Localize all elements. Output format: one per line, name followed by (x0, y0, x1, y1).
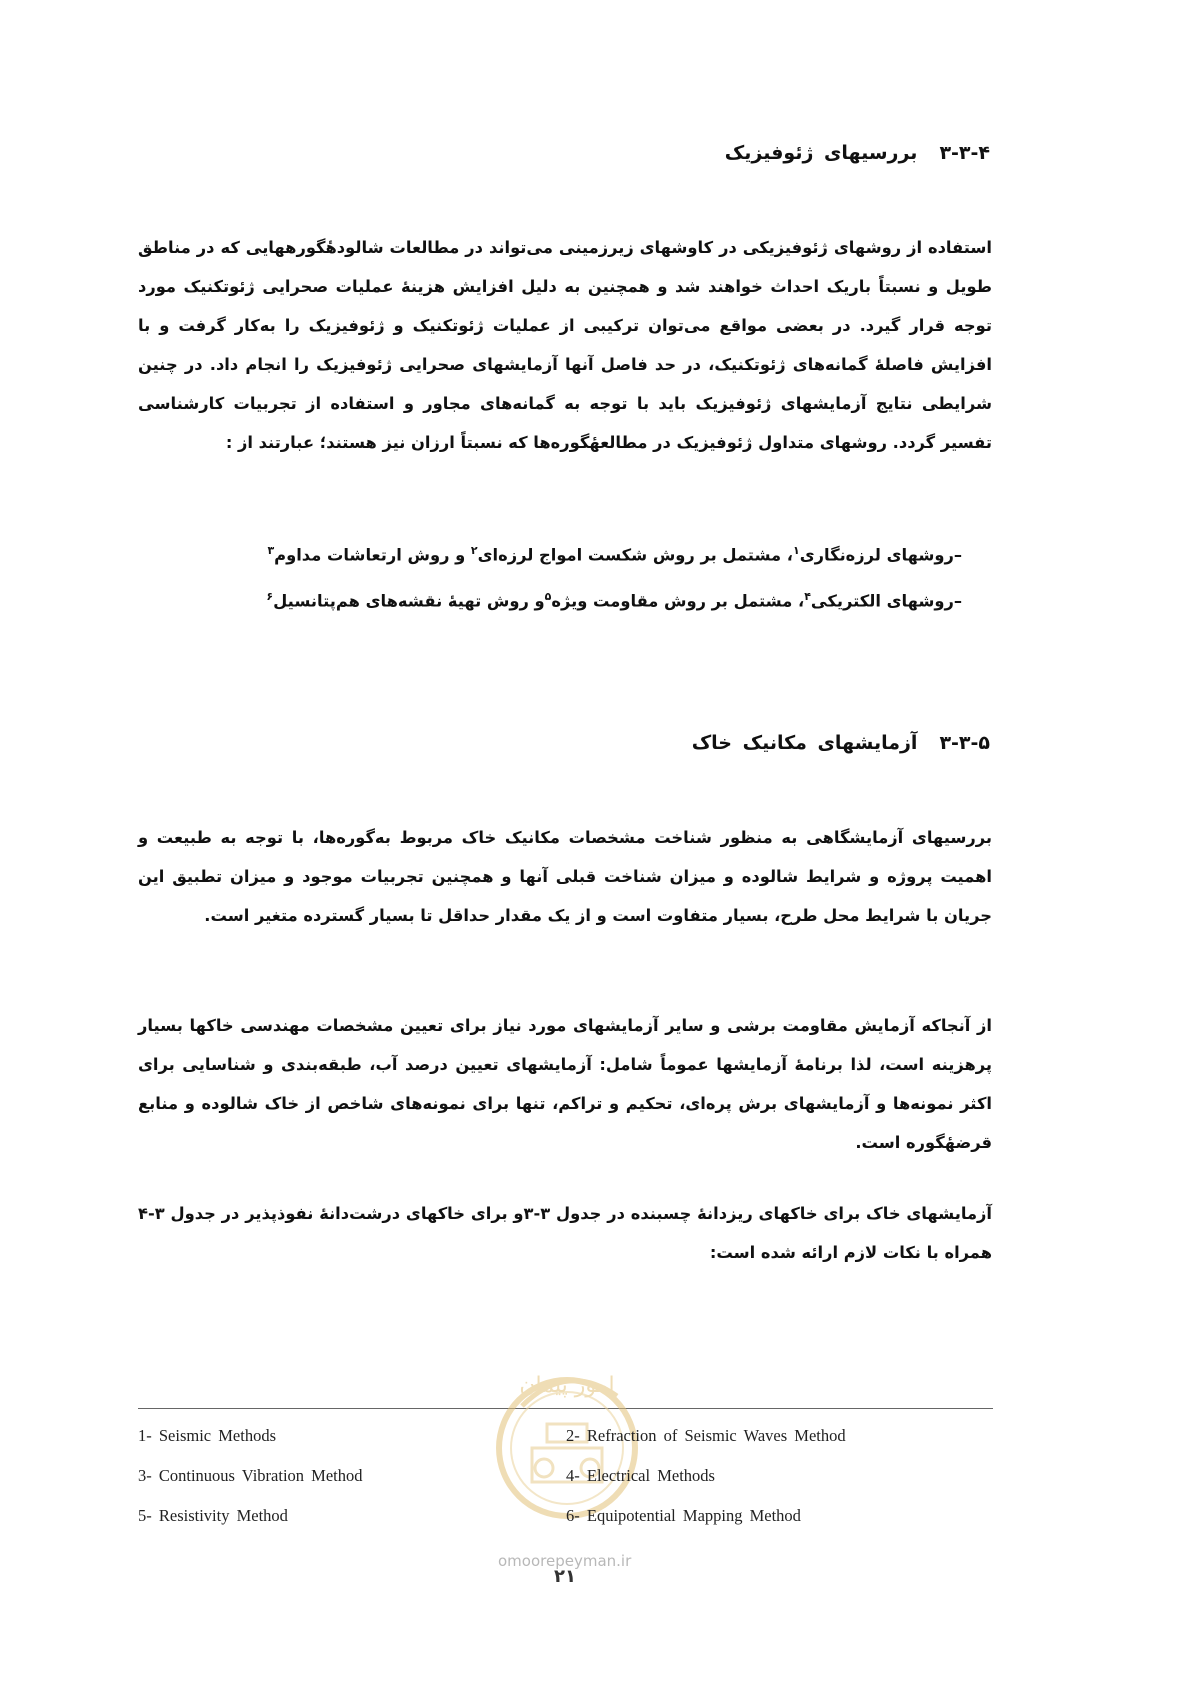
footnote-marker: ۲ (470, 544, 478, 557)
section-number: ۳-۳-۵ (939, 732, 990, 754)
list-item-text: –روشهای الکتریکی (810, 591, 962, 611)
list-item-text: و روش تهیهٔ نقشه‌های هم‌پتانسیل (273, 591, 545, 611)
watermark-site: omoorepeyman.ir (498, 1552, 632, 1570)
footnote-marker: ۱ (792, 544, 800, 557)
footnote-marker: ۵ (544, 590, 552, 604)
paragraph-table-reference: آزمایشهای خاک برای خاکهای ریزدانهٔ چسبنده در جدول ۳-۳و برای خاکهای درشت‌دانهٔ نفوذپذیر در جدول ۳-۴ همراه با نکات لازم ارائه شده است: (138, 1204, 992, 1262)
paragraph-lab-tests: بررسیهای آزمایشگاهی به منظور شناخت مشخصات مکانیک خاک مربوط به‌گوره‌ها، با توجه به طبیعت و اهمیت پروژه و شرایط شالوده و میزان شناخت قبلی آنها و همچنین تجربیات موجود و میزان تطبیق این جریان با شرایط محل طرح، بسیار متفاوت است و از یک مقدار حداقل تا بسیار گسترده متغیر است. (138, 828, 992, 925)
footnote-1: 1- Seismic Methods (138, 1426, 276, 1445)
footnote-marker: ۴ (804, 590, 811, 604)
list-item-text: ، مشتمل بر روش مقاومت ویژه (551, 591, 805, 611)
list-item-seismic (266, 530, 962, 576)
page-number: ۲۱ (554, 1566, 576, 1587)
list-item-text: ، مشتمل بر روش شکست امواج لرزه‌ای (477, 545, 793, 565)
section-title: بررسیهای ژئوفیزیک (724, 142, 918, 164)
list-item-text: و روش ارتعاشات مداوم (274, 545, 466, 565)
footnote-5: 5- Resistivity Method (138, 1506, 288, 1525)
section-heading-geophysics (725, 142, 990, 164)
paragraph-geophysics: استفاده از روشهای ژئوفیزیکی در کاوشهای زیرزمینی می‌تواند در مطالعات شالودهٔگورههایی که در مناطق طویل و نسبتاً باریک احداث خواهند شد و همچنین به دلیل افزایش هزینهٔ عملیات صحرایی ژئوتکنیک مورد توجه قرار گیرد. در بعضی مواقع می‌توان ترکیبی از عملیات ژئوتکنیک و ژئوفیزیک را به‌کار گرفت و با افزایش فاصلهٔ گمانه‌های ژئوتکنیک، در حد فاصل آنها آزمایشهای صحرایی ژئوفیزیک را انجام داد. در چنین شرایطی نتایج آزمایشهای ژئوفیزیک باید با توجه به گمانه‌های مجاور و استفاده از تجربیات کارشناسی تفسیر گردد. روشهای متداول ژئوفیزیک در مطالعهٔگوره‌ها که نسبتاً ارزان نیز هستند؛ عبارتند از : (138, 238, 992, 452)
section-heading-soil-mechanics (692, 732, 990, 754)
svg-text:امور پیمان: امور پیمان (519, 1373, 615, 1398)
methods-list (266, 530, 962, 623)
footnote-3: 3- Continuous Vibration Method (138, 1466, 363, 1485)
footnote-marker: ۶ (266, 590, 274, 604)
section-title: آزمایشهای مکانیک خاک (691, 732, 918, 754)
footnote-marker: ۳ (267, 544, 275, 557)
list-item-electrical (266, 576, 962, 622)
paragraph-test-program: از آنجاکه آزمایش مقاومت برشی و سایر آزمایشهای مورد نیاز برای تعیین مشخصات مهندسی خاکها بسیار پرهزینه است، لذا برنامهٔ آزمایشها عموماً شامل: آزمایشهای تعیین درصد آب، طبقه‌بندی و شناسایی برای اکثر نمونه‌ها و آزمایشهای برش پره‌ای، تحکیم و تراکم، تنها برای نمونه‌های شاخص از خاک شالوده و منابع قرضهٔگوره است. (138, 1016, 992, 1152)
footnote-2: 2- Refraction of Seismic Waves Method (566, 1426, 846, 1445)
section-number: ۳-۳-۴ (939, 142, 990, 164)
list-item-text: –روشهای لرزه‌نگاری (799, 545, 962, 565)
footnote-4: 4- Electrical Methods (566, 1466, 715, 1485)
footnote-6: 6- Equipotential Mapping Method (566, 1506, 801, 1525)
